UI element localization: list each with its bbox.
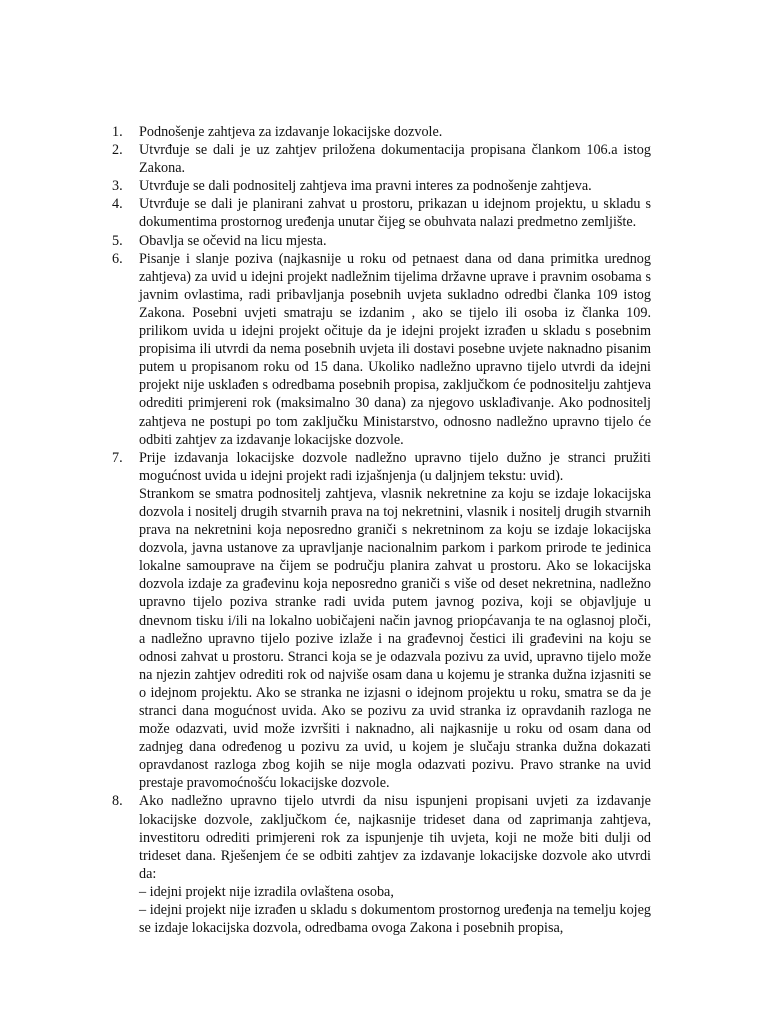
list-text: Prije izdavanja lokacijske dozvole nadležno upravno tijelo dužno je stranci pružiti mogućnost uvida u idejni projekt radi izjašnjenja (u daljnjem tekstu: uvid). [139, 449, 651, 484]
list-number: 8. [112, 793, 123, 810]
list-text: Podnošenje zahtjeva za izdavanje lokacijske dozvole. [139, 124, 443, 140]
list-text: Utvrđuje se dali je uz zahtjev priložena dokumentacija propisana člankom 106.a istog Zakona. [139, 142, 651, 177]
list-item-1 [112, 123, 651, 141]
list-text: Obavlja se očevid na licu mjesta. [139, 232, 327, 249]
list-number: 6. [112, 250, 123, 267]
list-dash-line: – idejni projekt nije izrađen u skladu s dokumentom prostornog uređenja na temelju kojeg se izdaje lokacijska dozvola, odredbama ovoga Zakona i posebnih propisa, [139, 902, 651, 937]
list-text: Ako nadležno upravno tijelo utvrdi da nisu ispunjeni propisani uvjeti za izdavanje lokacijske dozvole, zaključkom će, najkasnije trideset dana od zaprimanja zahtjeva, investitoru odrediti primjereni rok za ispunjenje tih uvjeta, koji ne može biti dulji od trideset dana. Rješenjem će se odbiti zahtjev za izdavanje lokacijske dozvole ako utvrdi da: [139, 793, 651, 882]
list-item-4 [112, 195, 651, 231]
list-number: 3. [112, 178, 123, 195]
list-text: Utvrđuje se dali podnositelj zahtjeva ima pravni interes za podnošenje zahtjeva. [139, 178, 592, 195]
list-item-8 [112, 792, 651, 937]
list-item-3 [112, 177, 651, 195]
list-item-7 [112, 449, 651, 793]
list-item-5 [112, 232, 651, 250]
list-number: 2. [112, 142, 123, 159]
list-number: 1. [112, 124, 123, 140]
list-number: 5. [112, 232, 123, 249]
list-text-continued: Strankom se smatra podnositelj zahtjeva, vlasnik nekretnine za koju se izdaje lokacijska dozvola i nositelj drugih stvarnih prava na toj nekretnini, vlasnik i nositelj drugih stvarnih prava na nekretnini koja neposredno graniči s nekretninom za koju se izdaje lokacijska dozvola, javna ustanove za upravljanje nacionalnim parkom i parkom prirode te jedinica lokalne samouprave na čijem se području planira zahvat u prostoru. Ako se lokacijska dozvola izdaje za građevinu koja neposredno graniči s više od deset nekretnina, nadležno upravno tijelo poziva stranke radi uvida putem javnog poziva, koji se objavljuje u dnevnom tisku i/ili na lokalno uobičajeni način javnog priopćavanja te na oglasnoj ploči, a nadležno upravno tijelo pozive izlaže i na građevnoj čestici ili građevini na koju se odnosi zahvat u prostoru. Stranci koja se je odazvala pozivu za uvid, upravno tijelo može na njezin zahtjev odrediti rok od najviše osam dana u kojemu je stranka dužna izjasniti se o idejnom projektu. Ako se stranka ne izjasni o idejnom projektu u roku, smatra se da je stranci dana mogućnost uvida. Ako se pozivu za uvid stranka iz opravdanih razloga ne može odazvati, uvid može izvršiti i naknadno, ali najkasnije u roku od osam dana od zadnjeg dana određenog u pozivu za uvid, u kojem je slučaju stranka dužna dokazati opravdanost razloga zbog kojih se nije mogla odazvati pozivu. Pravo stranke na uvid prestaje pravomoćnošću lokacijske dozvole. [139, 485, 651, 792]
list-number: 4. [112, 196, 123, 213]
list-item-6 [112, 250, 651, 449]
list-dash-line: – idejni projekt nije izradila ovlaštena osoba, [139, 883, 394, 900]
list-text: Pisanje i slanje poziva (najkasnije u roku od petnaest dana od dana primitka urednog zahtjeva) za uvid u idejni projekt nadležnim tijelima državne uprave i pravnim osobama s javnim ovlastima, radi pribavljanja posebnih uvjeta sukladno odredbi članka 109 istog Zakona. Posebni uvjeti smatraju se izdanim , ako se tijelo ili osoba iz članka 109. prilikom uvida u idejni projekt očituje da je idejni projekt izrađen u skladu s posebnim propisima ili utvrdi da nema posebnih uvjeta ili dostavi posebne uvjete naknadno pisanim putem u propisanom roku od 15 dana. Ukoliko nadležno upravno tijelo utvrdi da idejni projekt nije usklađen s odredbama posebnih propisa, zaključkom će podnositelju zahtjeva odrediti primjereni rok (maksimalno 30 dana) za njegovo usklađivanje. Ako podnositelj zahtjeva ne postupi po tom zaključku Ministarstvo, odnosno nadležno upravno tijelo će odbiti zahtjev za izdavanje lokacijske dozvole. [139, 250, 651, 448]
list-item-2 [112, 141, 651, 177]
list-text: Utvrđuje se dali je planirani zahvat u prostoru, prikazan u idejnom projektu, u skladu s dokumentima prostornog uređenja unutar čijeg se obuhvata nalazi predmetno zemljište. [139, 196, 651, 231]
procedure-list [112, 123, 651, 937]
list-number: 7. [112, 449, 123, 466]
